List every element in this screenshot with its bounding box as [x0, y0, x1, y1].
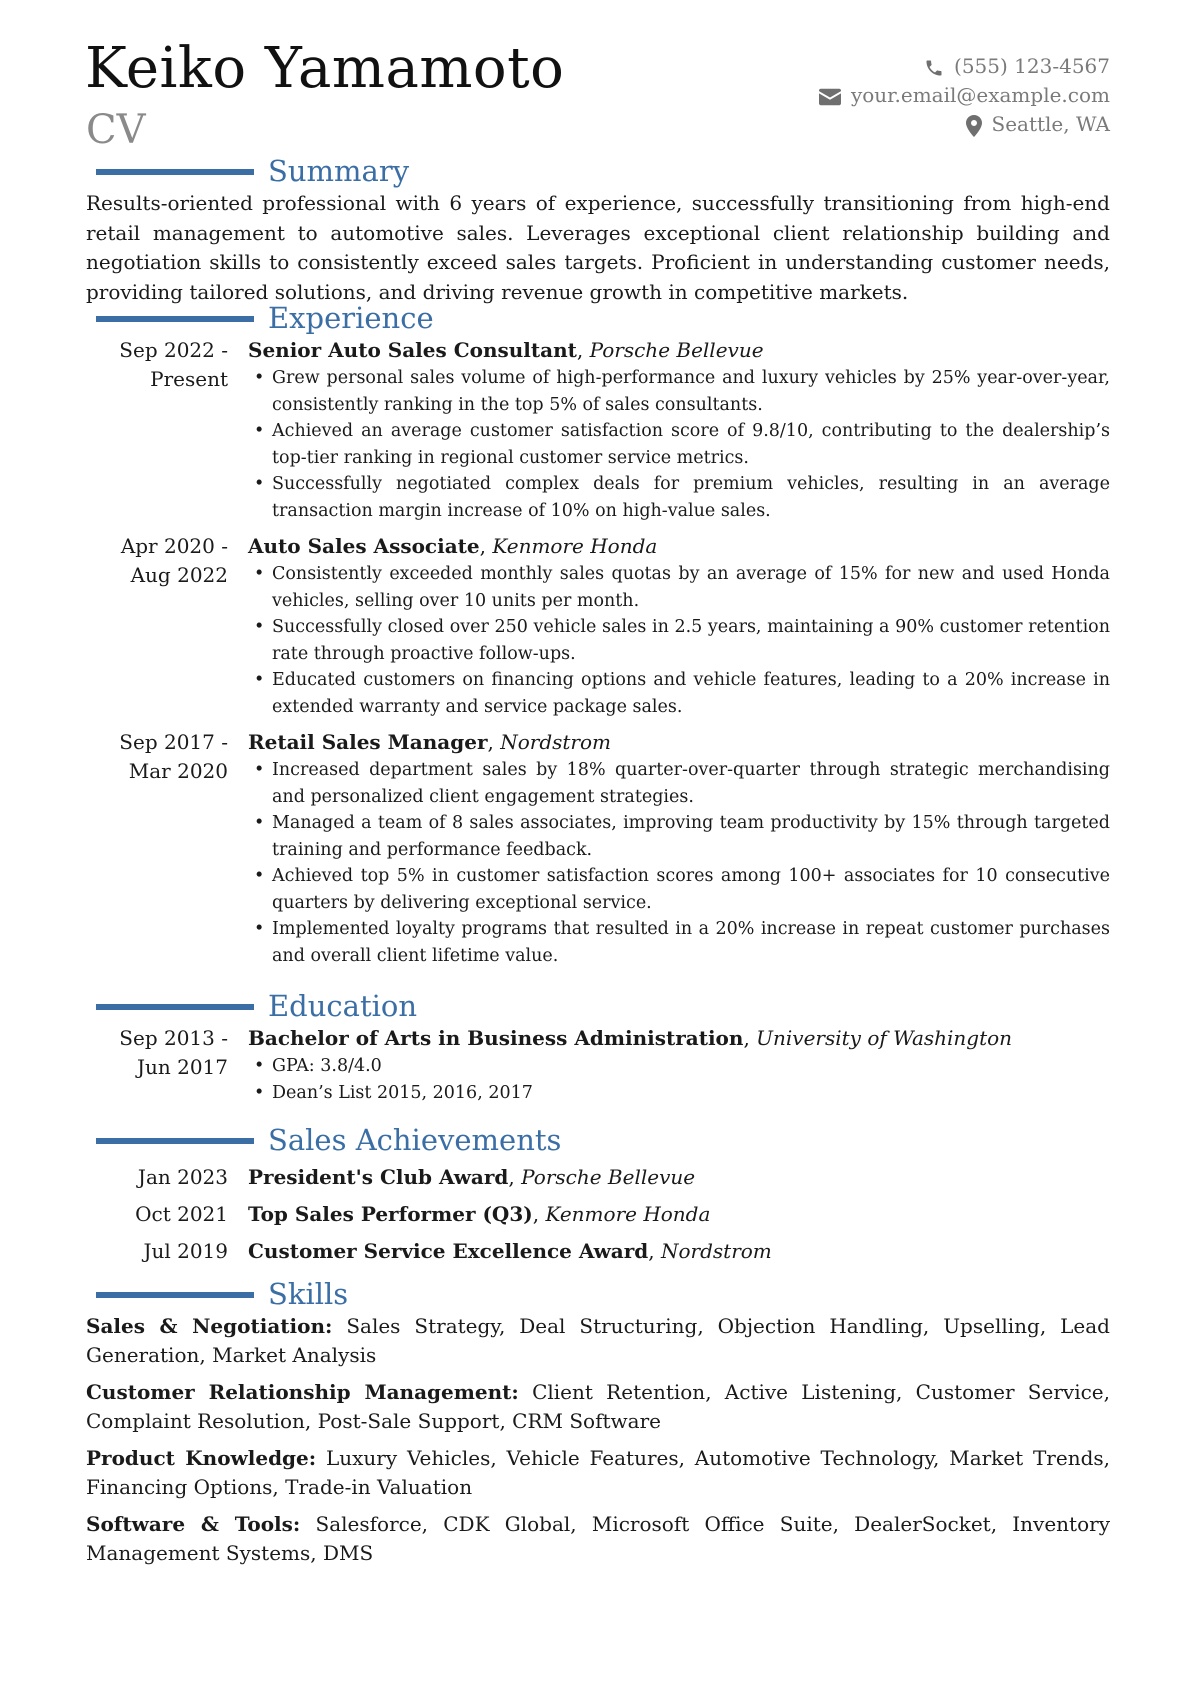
- contact-phone: [819, 52, 1110, 81]
- entry-company: Kenmore Honda: [492, 534, 658, 558]
- skill-items: Salesforce, CDK Global, Microsoft Office Suite, DealerSocket, Inventory Management Systems, DMS: [86, 1512, 1110, 1565]
- section-accent-bar: [96, 1138, 254, 1144]
- skill-label: Software & Tools:: [86, 1512, 301, 1536]
- experience-section: [86, 300, 1110, 977]
- section-header: [86, 1276, 1110, 1312]
- entry-bullet: • Dean’s List 2015, 2016, 2017: [248, 1080, 1110, 1107]
- skill-items: Luxury Vehicles, Vehicle Features, Automotive Technology, Market Trends, Financing Options, Trade-in Valuation: [86, 1446, 1111, 1499]
- summary-title: Summary: [268, 154, 410, 188]
- skill-label: Sales & Negotiation:: [86, 1314, 333, 1338]
- entry-title: Senior Auto Sales Consultant: [248, 338, 577, 362]
- skill-group: [86, 1444, 1110, 1502]
- entry-bullet: • Successfully closed over 250 vehicle sales in 2.5 years, maintaining a 90% customer retention rate through proactive follow-ups.: [248, 614, 1110, 667]
- achievement-title: President's Club Award: [248, 1164, 509, 1189]
- summary-text: Results-oriented professional with 6 years of experience, successfully transitioning from high-end retail management to automotive sales. Leverages exceptional client relationship building and negotiation skills to consistently exceed sales targets. Proficient in understanding customer needs, providing tailored solutions, and driving revenue growth in competitive markets.: [86, 191, 1110, 304]
- section-header: [86, 300, 1110, 336]
- location-text: Seattle, WA: [991, 112, 1110, 136]
- envelope-icon: [819, 88, 841, 106]
- achievement-row: Jan 2023 President's Club Award, Porsche Bellevue: [86, 1158, 1110, 1195]
- entry-date: Sep 2017 - Mar 2020: [119, 730, 228, 783]
- achievement-title: Top Sales Performer (Q3): [248, 1201, 533, 1226]
- achievement-date: Jul 2019: [143, 1238, 228, 1263]
- entry-company: Porsche Bellevue: [589, 338, 764, 362]
- section-header: [86, 988, 1110, 1024]
- achievement-company: Porsche Bellevue: [521, 1164, 696, 1189]
- section-accent-bar: [96, 1004, 254, 1010]
- entry-bullet: • Increased department sales by 18% quarter-over-quarter through strategic merchandising and personalized client engagement strategies.: [248, 757, 1110, 810]
- entry-bullet: • Successfully negotiated complex deals for premium vehicles, resulting in an average transaction margin increase of 10% on high-value sales.: [248, 471, 1110, 524]
- phone-text: (555) 123-4567: [954, 54, 1110, 78]
- skills-title: Skills: [268, 1277, 349, 1311]
- entry-date: Apr 2020 - Aug 2022: [120, 534, 228, 587]
- achievements-title: Sales Achievements: [268, 1123, 562, 1157]
- section-header: [86, 1122, 1110, 1158]
- experience-entry: Apr 2020 - Aug 2022 Auto Sales Associate, Kenmore Honda • Consistently exceeded monthly sales quotas by an average of 15% for new and used Honda vehicles, selling over 10 units per month. • Successfully closed over 250 vehicle sales in 2.5 years, maintaining a 90% customer retention rate through proactive follow-ups. • Educated customers on financing options and vehicle features, leading to a 20% increase in extended warranty and service package sales.: [86, 532, 1110, 720]
- achievement-date: Oct 2021: [135, 1201, 228, 1226]
- experience-entry: Sep 2017 - Mar 2020 Retail Sales Manager, Nordstrom • Increased department sales by 18% quarter-over-quarter through strategic merchandising and personalized client engagement strategies. • Managed a team of 8 sales associates, improving team productivity by 15% through targeted training and performance feedback. • Achieved top 5% in customer satisfaction scores among 100+ associates for 10 consecutive quarters by delivering exceptional service. • Implemented loyalty programs that resulted in a 20% increase in repeat customer purchases and overall client lifetime value.: [86, 728, 1110, 969]
- candidate-name: Keiko Yamamoto: [85, 36, 565, 101]
- experience-title: Experience: [268, 301, 434, 335]
- entry-title: Auto Sales Associate: [248, 534, 480, 558]
- achievements-section: [86, 1122, 1110, 1269]
- email-text: your.email@example.com: [850, 83, 1110, 107]
- education-section: [86, 988, 1110, 1114]
- skill-items: Client Retention, Active Listening, Customer Service, Complaint Resolution, Post-Sale Support, CRM Software: [86, 1380, 1110, 1433]
- section-accent-bar: [96, 169, 254, 175]
- achievement-row: Jul 2019 Customer Service Excellence Award, Nordstrom: [86, 1232, 1110, 1269]
- entry-company: Nordstrom: [500, 730, 611, 754]
- contact-email: [819, 81, 1110, 110]
- entry-date: Sep 2013 - Jun 2017: [119, 1026, 228, 1079]
- skills-section: [86, 1276, 1110, 1576]
- achievement-company: Nordstrom: [661, 1238, 772, 1263]
- education-entry: Sep 2013 - Jun 2017 Bachelor of Arts in Business Administration, University of Washington • GPA: 3.8/4.0 • Dean’s List 2015, 2016, 2017: [86, 1024, 1110, 1106]
- entry-title: Bachelor of Arts in Business Administration: [248, 1026, 744, 1050]
- section-header: [86, 153, 1110, 189]
- contact-location: [819, 110, 1110, 139]
- map-marker-icon: [966, 115, 982, 137]
- summary-section: [86, 153, 1110, 307]
- achievement-row: Oct 2021 Top Sales Performer (Q3), Kenmore Honda: [86, 1195, 1110, 1232]
- skill-group: [86, 1378, 1110, 1436]
- entry-bullet: • Implemented loyalty programs that resulted in a 20% increase in repeat customer purchases and overall client lifetime value.: [248, 916, 1110, 969]
- entry-bullet: • Achieved an average customer satisfaction score of 9.8/10, contributing to the dealership’s top-tier ranking in regional customer service metrics.: [248, 418, 1110, 471]
- entry-bullet: • Grew personal sales volume of high-performance and luxury vehicles by 25% year-over-year, consistently ranking in the top 5% of sales consultants.: [248, 365, 1110, 418]
- section-accent-bar: [96, 316, 254, 322]
- skill-group: [86, 1510, 1110, 1568]
- skill-label: Customer Relationship Management:: [86, 1380, 519, 1404]
- document-subtitle: CV: [86, 107, 146, 153]
- achievement-company: Kenmore Honda: [545, 1201, 711, 1226]
- contact-block: [819, 52, 1110, 139]
- skill-label: Product Knowledge:: [86, 1446, 317, 1470]
- entry-date: Sep 2022 - Present: [119, 338, 228, 391]
- phone-icon: [924, 58, 944, 78]
- entry-bullet: • Managed a team of 8 sales associates, improving team productivity by 15% through targeted training and performance feedback.: [248, 810, 1110, 863]
- entry-institution: University of Washington: [756, 1026, 1013, 1050]
- entry-bullet: • Educated customers on financing options and vehicle features, leading to a 20% increase in extended warranty and service package sales.: [248, 667, 1110, 720]
- achievement-title: Customer Service Excellence Award: [248, 1238, 649, 1263]
- entry-bullet: • Consistently exceeded monthly sales quotas by an average of 15% for new and used Honda vehicles, selling over 10 units per month.: [248, 561, 1110, 614]
- entry-bullet: • GPA: 3.8/4.0: [248, 1053, 1110, 1080]
- section-accent-bar: [96, 1292, 254, 1298]
- skill-items: Sales Strategy, Deal Structuring, Objection Handling, Upselling, Lead Generation, Market Analysis: [86, 1314, 1110, 1367]
- skill-group: [86, 1312, 1110, 1370]
- experience-entry: Sep 2022 - Present Senior Auto Sales Consultant, Porsche Bellevue • Grew personal sales volume of high-performance and luxury vehicles by 25% year-over-year, consistently ranking in the top 5% of sales consultants. • Achieved an average customer satisfaction score of 9.8/10, contributing to the dealership’s top-tier ranking in regional customer service metrics. • Successfully negotiated complex deals for premium vehicles, resulting in an average transaction margin increase of 10% on high-value sales.: [86, 336, 1110, 524]
- entry-title: Retail Sales Manager: [248, 730, 488, 754]
- entry-bullet: • Achieved top 5% in customer satisfaction scores among 100+ associates for 10 consecutive quarters by delivering exceptional service.: [248, 863, 1110, 916]
- achievement-date: Jan 2023: [137, 1164, 228, 1189]
- education-title: Education: [268, 989, 418, 1023]
